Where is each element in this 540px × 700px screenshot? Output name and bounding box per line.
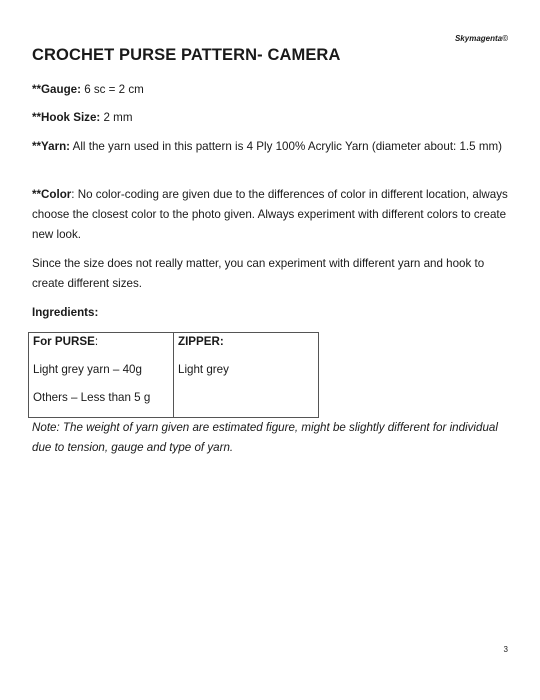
- purse-header-colon: :: [94, 335, 99, 348]
- header-brand: Skymagenta©: [454, 34, 508, 43]
- gauge-line: [32, 80, 514, 100]
- purse-row-1: Light grey yarn – 40g: [33, 363, 142, 376]
- color-text: : No color-coding are given due to the differences of color in different location, always choose the closest color to the photo given. Always experiment with different colors to create new look.: [32, 188, 508, 241]
- page-title: CROCHET PURSE PATTERN- CAMERA: [32, 46, 341, 64]
- yarn-paragraph: [32, 137, 514, 157]
- page-number: 3: [503, 645, 508, 654]
- gauge-label: **Gauge:: [32, 83, 81, 96]
- yarn-text: All the yarn used in this pattern is 4 Ply 100% Acrylic Yarn (diameter about: 1.5 mm): [70, 140, 502, 153]
- hook-size-line: [32, 108, 514, 128]
- zipper-column: [174, 333, 318, 417]
- color-paragraph: [32, 185, 514, 245]
- color-label: **Color: [32, 188, 72, 201]
- weight-note: Note: The weight of yarn given are estimated figure, might be slightly different for individual due to tension, gauge and type of yarn.: [32, 421, 498, 454]
- ingredients-heading: Ingredients:: [32, 306, 99, 319]
- hook-size-label: **Hook Size:: [32, 111, 101, 124]
- zipper-row-1: Light grey: [178, 363, 229, 376]
- yarn-label: **Yarn:: [32, 140, 71, 153]
- purse-column: [29, 333, 174, 417]
- gauge-value: 6 sc = 2 cm: [80, 83, 144, 96]
- purse-row-2: Others – Less than 5 g: [33, 391, 151, 404]
- purse-header: [33, 334, 98, 350]
- ingredients-table: [28, 332, 319, 418]
- zipper-header: ZIPPER:: [178, 335, 224, 348]
- size-paragraph: Since the size does not really matter, you can experiment with different yarn and hook to create different sizes.: [32, 257, 485, 290]
- hook-size-value: 2 mm: [100, 111, 133, 124]
- purse-header-label: For PURSE: [33, 335, 95, 348]
